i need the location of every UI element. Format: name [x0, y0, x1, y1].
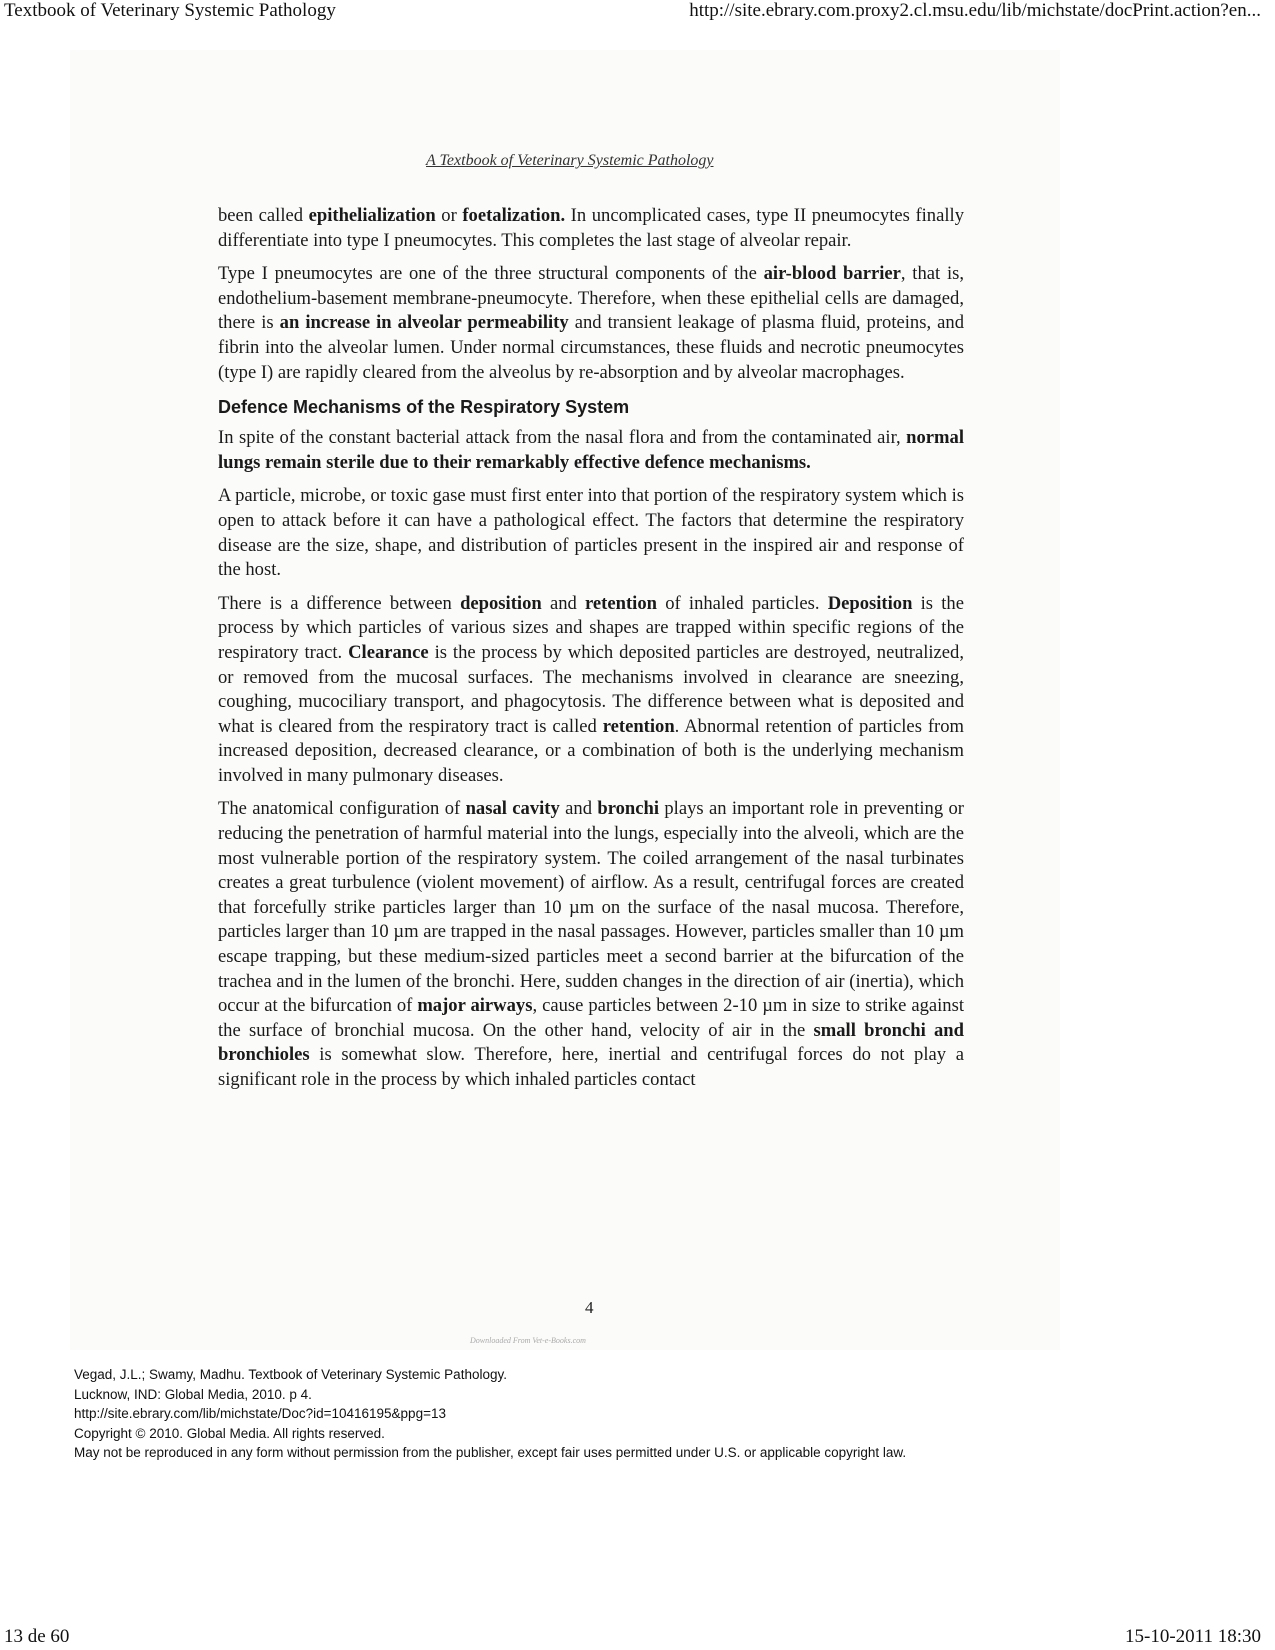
paragraph	[218, 484, 964, 582]
text-run: or	[435, 205, 463, 226]
document-url: http://site.ebrary.com.proxy2.cl.msu.edu/lib/michstate/docPrint.action?en...	[689, 0, 1261, 21]
print-page-count: 13 de 60	[4, 1626, 70, 1647]
text-run: been called	[218, 205, 309, 226]
bold-term: nasal cavity	[465, 798, 560, 820]
text-run: The anatomical configuration of	[218, 798, 466, 820]
bold-term: major airways	[417, 995, 533, 1017]
text-run: plays an important role in preventing or reducing the penetration of harmful material into the lungs, especially into the alveoli, which are the most vulnerable portion of the respiratory system. The coiled arrangement of the nasal turbinates creates a great turbulence (violent movement) of airflow. As a result, centrifugal forces are created that forcefully strike particles larger than 10 µm on the surface of the nasal mucosa. Therefore, particles larger than 10 µm are trapped in the nasal passages. However, particles smaller than 10 µm escape trapping, but these medium-sized particles meet a second barrier at the bifurcation of the trachea and in the lumen of the bronchi. Here, sudden changes in the direction of air (inertia), which occur at the bifurcation of	[218, 798, 964, 1017]
bold-term: epithelialization	[308, 205, 436, 226]
paragraph	[218, 592, 964, 789]
bold-term: Clearance	[348, 641, 429, 663]
citation-notice: May not be reproduced in any form without permission from the publisher, except fair uses permitted under U.S. or applicable copyright law.	[74, 1445, 907, 1460]
page-body	[218, 204, 964, 1102]
paragraph	[218, 797, 964, 1092]
document-title: Textbook of Veterinary Systemic Pathology	[4, 0, 336, 21]
text-run: is the process by which deposited particles are destroyed, neutralized, or removed from the mucosal surfaces. The mechanisms involved in clearance are sneezing, coughing, mucociliary transport, and phagocytosis. The difference between what is deposited and what is cleared from the respiratory tract is called	[218, 641, 965, 737]
citation-block	[74, 1365, 1224, 1463]
bold-term: retention	[602, 715, 675, 737]
paragraph	[218, 262, 964, 385]
bold-term: small bronchi and bronchioles	[218, 1019, 964, 1066]
text-run: In uncomplicated cases, type II pneumocytes finally differentiate into type I pneumocytes. This completes the last stage of alveolar repair.	[218, 205, 964, 251]
text-run: . Abnormal retention of particles from increased deposition, decreased clearance, or a combination of both is the underlying mechanism involved in many pulmonary diseases.	[218, 715, 964, 786]
bold-term: foetalization.	[462, 205, 566, 226]
citation-copyright: Copyright © 2010. Global Media. All rights reserved.	[74, 1425, 385, 1441]
citation-authors: Vegad, J.L.; Swamy, Madhu. Textbook of Veterinary Systemic Pathology.	[74, 1367, 507, 1382]
bold-term: an increase in alveolar permeability	[279, 312, 569, 334]
bold-term: retention	[585, 592, 657, 614]
text-run: A particle, microbe, or toxic gase must first enter into that portion of the respiratory system which is open to attack before it can have a pathological effect. The factors that determine the respiratory disease are the size, shape, and distribution of particles present in the inspired air and response of the host.	[218, 485, 964, 581]
text-run: , that is, endothelium-basement membrane-pneumocyte. Therefore, when these epithelial cells are damaged, there is	[218, 263, 964, 334]
bold-term: air-blood barrier	[763, 263, 901, 285]
text-run: Type I pneumocytes are one of the three structural components of the	[218, 263, 764, 285]
text-run: , cause particles between 2-10 µm in size to strike against the surface of bronchial mucosa. On the other hand, velocity of air in the	[218, 995, 965, 1041]
text-run: of inhaled particles.	[656, 592, 828, 614]
text-run: and transient leakage of plasma fluid, proteins, and fibrin into the alveolar lumen. Under normal circumstances, these fluids and necrotic pneumocytes (type I) are rapidly cleared from the alveolus by re-absorption and by alveolar macrophages.	[218, 312, 965, 383]
text-run: is the process by which particles of various sizes and shapes are trapped within specific regions of the respiratory tract.	[218, 592, 964, 663]
text-run: and	[541, 592, 586, 614]
text-run: In spite of the constant bacterial attack from the nasal flora and from the contaminated air,	[218, 427, 907, 449]
paragraph	[218, 204, 964, 253]
bold-term: Deposition	[827, 592, 913, 614]
bold-term: deposition	[460, 592, 542, 614]
text-run: is somewhat slow. Therefore, here, inertial and centrifugal forces do not play a significant role in the process by which inhaled particles contact	[218, 1044, 964, 1090]
running-head: A Textbook of Veterinary Systemic Pathology	[426, 152, 714, 169]
paragraph	[218, 426, 964, 475]
print-header	[0, 0, 1275, 24]
section-heading: Defence Mechanisms of the Respiratory System	[218, 397, 630, 418]
print-footer	[0, 1624, 1275, 1650]
bold-term: normal lungs remain sterile due to their remarkably effective defence mechanisms.	[218, 427, 964, 473]
citation-link[interactable]: http://site.ebrary.com/lib/michstate/Doc?id=10416195&ppg=13	[74, 1406, 446, 1421]
print-datetime: 15-10-2011 18:30	[1125, 1626, 1261, 1647]
text-run: and	[559, 798, 598, 820]
download-watermark: Downloaded From Vet-e-Books.com	[470, 1336, 586, 1345]
bold-term: bronchi	[597, 798, 660, 820]
citation-publisher: Lucknow, IND: Global Media, 2010. p 4.	[74, 1386, 312, 1402]
text-run: There is a difference between	[218, 592, 461, 614]
page-number: 4	[585, 1298, 594, 1317]
